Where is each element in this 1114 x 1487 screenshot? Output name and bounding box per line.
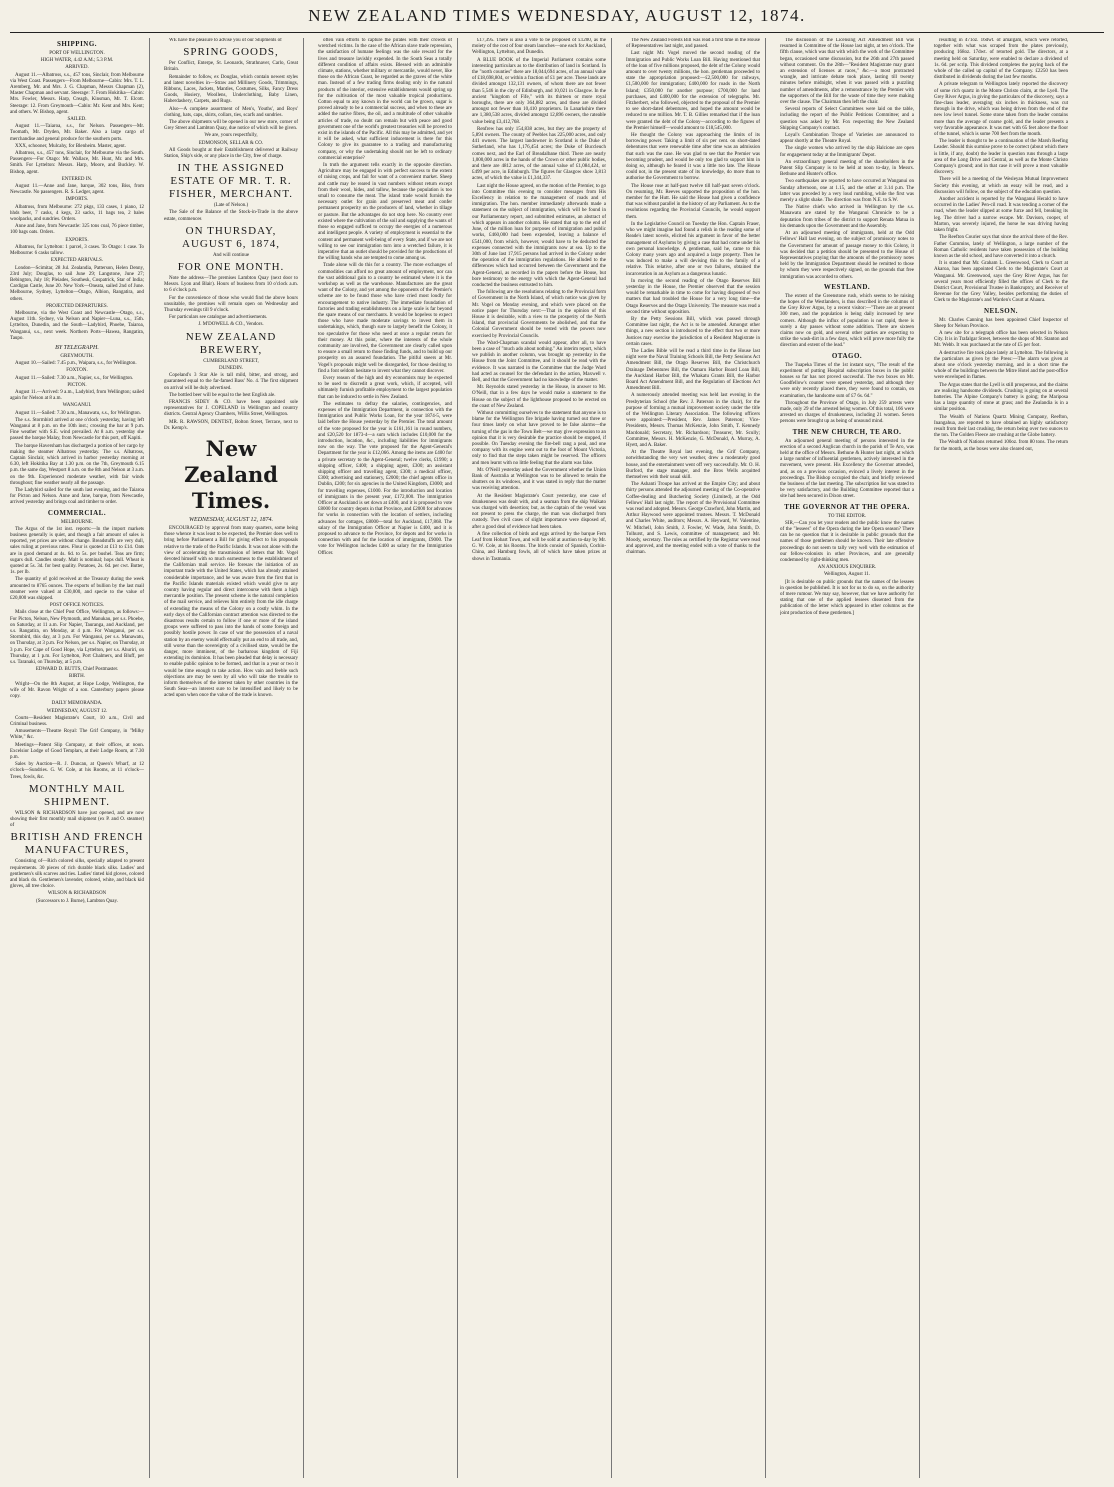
- paragraph: A fine collection of birds and eggs arrived by the barque Fern Leaf from Hobart Town, and will be sold at auction to-day by Mr. G. W. Cole, at his Rooms. The birds consist of Spanish, Cochin-China, and Hamburg fowls, all of which have taken prizes at shows in Tasmania.: [472, 531, 606, 562]
- paragraph: Courts—Resident Magistrate's Court, 10 a.m., Civil and Criminal business.: [10, 715, 144, 727]
- centered-line: PICTON.: [67, 382, 87, 388]
- paragraph: An extraordinary general meeting of the shareholders in the Patent Slip Company is to be held at noon to-day, in Messrs. Bethune and Hunter's office.: [780, 159, 914, 178]
- paragraph: August 11.—Taiaroa, s.s., for Nelson. Passengers—Mr. Toomath, Mr. Dryden, Mr. Baker. Also a large cargo of merchandise and general produce for the southern ports.: [10, 124, 144, 142]
- paragraph: The Ashanti Troupe has arrived at the Empire City; and about thirty persons attended the adjourned meeting of the Co-operative Coffee-dealing and Butchering Society (Limited), at the Odd Fellows' Hall last night. The report of the Provisional Committee was read and adopted. Messrs. George Crawford, John Martin, and Arthur Haywood were appointed trustees. Messrs. T. McDonald and Charles White, auditors; Messrs. A. Heyward, W. Valentine, W. Mitchell, John Smith, J. Fowler, W. Wade, John Smith, D. Tolhurst, and S. Lewis, committee of management; and Mr. Moody, secretary. The rules as certified by the Registrar were read and approved, and the meeting ended with a vote of thanks to the chairman.: [626, 482, 760, 556]
- paragraph: In truth the argument tells exactly in the opposite direction. Agriculture may be engaged in with perfect success to the extent of raising crops, and fail for want of a convenient market. Sheep and cattle may be reared in vast numbers without return except from their wool, hides, and tallow, because the population is too small to consume the meat. The island trade would furnish the necessary outlet for grain and preserved meat and confer permanent prosperity on the producers of land, whether in tillage or pasture. But the advantages do not stop here. No country ever existed where the cultivation of the soil and supplying the wants of those so engaged sufficed to occupy the energies of a numerous and intelligent people. A variety of employment is essential to the content and permanent well-being of every State, and if we are not willing to see our immigration turn into a wretched failure, it is imperative that an outlet should be provided for the productions of the willing hands who are tempted to come among us.: [318, 163, 452, 262]
- paragraph: August 11.—Anne and Jane, barque, 302 tons, Biss, from Newcastle. No passengers. R. S. Ledger, agent.: [10, 184, 144, 196]
- column-2: [164, 38, 298, 1478]
- paragraph: The following are the resolutions relating to the Provincial form of Government in the North Island, of which notice was given by Mr. Vogel on Monday evening, and which were placed on the notice paper for Thursday next:—That in the opinion of this House it is desirable, with a view to the prosperity of the North Island, that provincial Governments be abolished, and that the Colonial Government should be vested with the powers now exercised by Provincial Councils.: [472, 290, 606, 339]
- paragraph: The extent of the Greenstone rush, which seems to be raising the hopes of the Westlanders, is thus described in the columns of the Grey River Argus, by a recent visitor:—"There are at present 300 men, and the population is being daily increased by new comers. Although the influx of population is not rapid, there is surely a day passes without some addition. There are sixteen claims now on gold, and several other parties are expecting to strike the wash-dirt in a few days, which will prove more fully the direction and extent of the lead.": [780, 293, 914, 349]
- paragraph: A destructive fire took place lately at Lyttelton. The following is the particulars as given by the Press:—The alarm was given at about one o'clock yesterday morning, and in a short time the whole of the buildings between the Mitre Hotel and the post-office were enveloped in flames.: [934, 350, 1068, 381]
- paragraph: Last night the House agreed, on the motion of the Premier, to go into Committee this evening to consider messages from His Excellency in relation to the management of roads and of immigration. The hon. member immediately afterwards made a statement on the subject of immigration, which will be found in our Parliamentary report, and submitted estimates, an abstract of which appears in another column. He stated that up to the end of June, of the million loan for purposes of immigration and public works, £460,000 had been expended, leaving a balance of £541,000, from which, however, would have to be deducted the expenses connected with the immigrants now at sea. Up to the 30th of June last 17,915 persons had arrived in the Colony under the operation of the immigration regulations. He alluded to the differences which had occurred between the Government and the Agent-General, as recorded in the papers before the House, but bore testimony to the energy with which the Agent-General had conducted the business entrusted to him.: [472, 183, 606, 288]
- paragraph: Mr. Reynolds stated yesterday in the House, in answer to Mr. O'Neill, that in a few days he would make a statement to the House on the subject of the lighthouse proposed to be erected on the coast of New Zealand.: [472, 385, 606, 409]
- paragraph: For particulars see catalogue and advertisements.: [169, 315, 268, 321]
- centered-line: POST OFFICE NOTICES.: [49, 603, 105, 609]
- paragraph: Without committing ourselves to the statement that anyone is to blame for the Wellington fire brigade having turned out three or four times lately on what have proved to be false alarms—the turning of the gas in the Town Belt—we may give expression to an opinion that it is very desirable the practice should be stopped, if possible. On Tuesday evening the fire-bell rang a peal, and one company with its engine went out to the foot of Mount Victoria, only to find that the steps taken might be reserved. The officers and men learnt with no little feeling that the alarm was false.: [472, 410, 606, 466]
- centered-line: ENTERED IN.: [61, 176, 93, 182]
- centered-line: BIRTH.: [69, 674, 85, 680]
- section-heading: WESTLAND.: [823, 282, 871, 291]
- paragraph: Albatross, for Lyttelton: 1 parcel, 3 cases. To Otago: 1 case. To Melbourne: 6 casks tallow.: [10, 244, 144, 257]
- paragraph: At the Resident Magistrate's Court yesterday, one case of drunkenness was dealt with, and a seaman from the ship Waikato was charged with desertion; but, as the captain of the vessel was not present to press the charge, the man was discharged from custody. Two civil cases of slight importance were disposed of, after a good deal of evidence had been taken.: [472, 493, 606, 530]
- paragraph: Meetings—Patent Slip Company, at their offices, at noon. Excelsior Lodge of Good Templars, at their Lodge Room, at 7.30 p.m.: [10, 742, 144, 760]
- paragraph: The discussion of the Licensing Act Amendment Bill was resumed in Committee of the House last night, at ten o'clock. The fifth clause, which was that with which the work of the Committee began, occasioned some discussion, but the 26th and 27th passed without comment. On the 28th—"Resident Magistrate may grant an extension of licenses at races," &c.—a most protracted wrangle, and intricate debate took place, lasting till twenty minutes before midnight, when it was passed with a puzzling number of amendments, after a remonstrance by the Premier with the supporters of the Bill for the waste of time they were making over the clause. The Chairman then left the chair.: [780, 38, 914, 106]
- paragraph: resulting in 471oz. 16dwt. of amalgam, which were retorted, together with what was scraped from the plates previously, producing 168oz. 17dwt. of retorted gold. The directors, at a meeting held on Saturday, were enabled to declare a dividend of 1s. 6d. per scrip. This dividend completes the paying back of the whole of the called up capital of the Company. £2250 has been distributed in dividends during the last few months.: [934, 38, 1068, 81]
- column-5: [626, 38, 760, 1478]
- paragraph: August 11.—Sailed: 7.30 a.m., Manawatu, s.s., for Wellington.: [15, 410, 141, 416]
- paragraph: August 10.—Sailed: 7.45 p.m., Waipara, s.s., for Wellington.: [15, 361, 137, 367]
- centered-line: CUMBERLAND STREET,: [203, 358, 259, 364]
- paragraph: It is stated that Mr. Graham L. Greenwood, Clerk to Court at Akaroa, has been appointed Clerk to the Magistrate's Court at Wanganui. Mr. Greenwood, says the Grey River Argus, has for several years most efficiently filled the offices of Clerk to the District Court, Provisional Trustee in Bankruptcy, and Receiver of Revenue for the Grey Valley, besides performing the duties of Clerk to the Magistrate's and Warden's Court at Ahaura.: [934, 261, 1068, 304]
- paragraph: The Wealth of Nations returned 100oz. from 80 tons. The return for the month, as the boxes were also cleared out,: [934, 440, 1068, 452]
- column-divider: [303, 38, 304, 1478]
- section-heading: SHIPPING.: [56, 40, 98, 48]
- centered-line: IMPORTS.: [65, 197, 89, 203]
- column-4: [472, 38, 606, 1478]
- paragraph: The barque Haversham has discharged a portion of her cargo by making the steamer Albatross yesterday. The s.s. Albatross, Captain Sinclair, which arrived in harbor yesterday morning at 6.30, left Hokitika Bay at 1.30 p.m. on the 7th, Greymouth 6.15 p.m. the same day, Westport 8 a.m. on the 8th and Nelson at 3 a.m. on the 9th. Experienced moderate weather, with fair winds throughout; fine weather nearly all the passage.: [10, 443, 144, 486]
- paragraph: Melbourne, via the West Coast and Newcastle—Otago, s.s., August 11th. Sydney, via Nelson and Napier—Luna, s.s., 15th. Lyttelton, Dunedin, and the South—Ladybird, Phoebe, Taiaroa, Wanganui, s.s., next week. Northern Ports—Hawea, Rangatira, Taupo.: [10, 310, 144, 341]
- column-divider: [919, 38, 920, 1478]
- paragraph: August 11.—Albatross, s.s., 457 tons, Sinclair, from Melbourne via West Coast. Passengers—From Melbourne—Cabin: Mrs. T. L. Aremberg, Mr. and Mrs. J. G. Chapman, Messrs Chapman (2), Master Chapman and servant. Steerage: 7. From Hokitika—Cabin: Mrs. Fowler, Messrs. Harp, Creagh, Kinsman, Mr. T. Elcott. Steerage: 12. From Greymouth—Cabin: Mr. Kent and Mrs. Kent; and others. W. Bishop, agent.: [10, 72, 144, 115]
- section-heading: NELSON.: [983, 306, 1019, 315]
- centered-line: PORT OF WELLINGTON.: [49, 51, 105, 56]
- centered-line: EXPECTED ARRIVALS.: [50, 258, 104, 264]
- paragraph: The Reefton Courier says that since the arrival there of the Rev. Father Cummins, lately of Wellington, a large number of the Roman Catholic residents have taken possession of the building known as the old school, and have converted it into a church.: [934, 235, 1068, 259]
- paragraph: For the convenience of those who would find the above hours unsuitable, the premises will remain open on Wednesday and Thursday evenings till 9 o'clock.: [164, 295, 298, 314]
- paragraph: Albatross, from Melbourne: 272 pkgs, 133 cases, 1 piano, 12 hhds beer, 7 casks, 4 kegs, 23 sacks, 11 bags tea, 2 bales woolpacks, and sundries. Orders.: [10, 204, 144, 223]
- paragraph: Also—A complete assortment of Men's, Youths', and Boys' clothing, hats, caps, shirts, collars, ties, scarfs and sundries.: [164, 106, 298, 118]
- column-divider: [765, 38, 766, 1478]
- column-divider: [611, 38, 612, 1478]
- paragraph: The bottled beer will be equal to the best English ale.: [169, 392, 276, 398]
- paragraph: In the Legislative Council on Tuesday the Hon. Captain Fraser, who we might imagine had found a relish in the reading some of Reade's latest novels, elicited his argument in favor of the better management of Asylums by giving a case that had come under his own personal knowledge. A gentleman, said he, came to this Colony many years ago and acquired a large property. Then he was induced to make a will devising this to the family of a relative. This relative, after one or two failures, obtained the incarceration in an Asylum as a dangerous lunatic.: [626, 221, 760, 277]
- paragraph: Consisting of—Rich colored silks, specially adapted to present requirements. 30 pieces of rich durable black silks. Ladies' and gentlemen's silk scarves and ties. Ladies' tinted kid gloves, colored and black do. Gentlemen's lavender, colored, white, and black kid gloves, all tree choice.: [10, 859, 144, 890]
- paragraph: The Ladies Bible will be read a third time in the House last night were the Naval Training Schools Bill, the Petty Sessions Act Amendment Bill, the Otago Reserves Bill, the Christchurch Drainage Debentures Bill, the Oamaru Harbor Board Loan Bill, the Auckland Harbor Bill, the Whakatu Grants Bill, the Harbor Board Act Amendment Bill, and the Regulation of Elections Act Amendment Bill.: [626, 348, 760, 392]
- newspaper-title: New Zealand Times.: [184, 435, 278, 513]
- paragraph: Per Conflict, Enterpe, St. Leonards, Strathnaver, Carlo, Great Britain.: [164, 61, 298, 73]
- paragraph: often vain efforts to capture the pirates with their crowds of wretched victims. In the case of the African slave trade repression, the satisfaction of humane feelings was the sole reward for the lives and treasure lavishly expended. In the South Seas a totally different condition of affairs exists. Blessed with an admirable climate, stations, whether military or mercantile, would never, like those on the African Coast, be regarded as the graves of the white man. Instead of a few trading firms dealing only in the natural products of the interior, extensive establishments would spring up for the cultivation of the most valuable tropical productions. Cotton equal to any known in the world can be grown, sugar is proved already to be a commercial success, and when to these are added the native fibres, the oil, and a multitude of other valuable articles of trade, no doubt can remain but with peace and good government one of the world's greatest treasuries will be proved to exist in the islands of the Pacific. All this may be admitted, and yet it will be asked, what sufficient inducement is there for this Colony to give its guarantee to a trading and manufacturing company, or why the undertaking should not be left to ordinary commercial enterprise?: [318, 38, 452, 161]
- column-1: [10, 38, 144, 1478]
- paragraph: In moving the second reading of the Otago Reserves Bill yesterday in the House, the Premier observed that the session would be remarkable in time to come for having disposed of two matters that had troubled the House for a very long time—the Otago Reserves and the Otago University. The measure was read a second time without opposition.: [626, 278, 760, 315]
- paragraph: The House rose at half-past twelve till half-past seven o'clock. On resuming, Mr. Reeves supported the proposition of the hon. member for the Hutt. He said the House had given a confidence that was without parallel in the history of any Parliament. As to the resolutions regarding the Provincial Councils, he would support them.: [626, 183, 760, 220]
- paragraph: The Native chiefs who arrived in Wellington by the s.s. Manawatu are stated by the Wanganui Chronicle to be a deputation from tribes of the district to support Renata Matua in his demands upon the Government and the Assembly.: [780, 205, 914, 229]
- paragraph: The Ward-Chapman scandal would appear, after all, to have been a case of "much ado about nothing." An interim report, which we publish in another column, was brought up yesterday in the House from the Joint Committee, and it should be read with the evidence. It was narrated in the Committee that the Judge Ward had acted as counsel for the defendant in the action, Maxwell v. Bell, and that the Government had no knowledge of the matter.: [472, 340, 606, 383]
- paragraph: Throughout the Province of Otago, in July 259 arrests were made, only 29 of the arrested being women. Of this total, 166 were arrested on charges of drunkenness, including 21 women. Seven persons were brought up as being of unsound mind.: [780, 400, 914, 425]
- paragraph: August 11.—Arrived: 9 a.m., Ladybird, from Wellington; sailed again for Nelson at 8 a.m.: [10, 389, 144, 402]
- centered-line: DAILY MEMORANDA.: [51, 701, 103, 707]
- centered-line: AN ANXIOUS ENQUIRER.: [817, 565, 877, 571]
- paragraph: By the Petty Sessions Bill, which was passed through Committee last night, the Act is to be amended. Amongst other things, a new section is introduced to the effect that two or more Justices may exercise the jurisdiction of a Resident Magistrate in certain cases.: [626, 316, 760, 347]
- section-heading: OTAGO.: [831, 351, 863, 360]
- paragraph: [It is desirable on public grounds that the names of the lessees in question be published. It is not for us to do so, on the authority of mere rumour. We may say, however, that we have authority for stating that one of the applied lessees dissented from the publication of the letter which appeared in other columns as the joint production of these gentlemen.]: [780, 579, 914, 616]
- paragraph: MR. R. RAWSON, DENTIST, Bolton Street, Terrace, next to Dr. Kemp's.: [164, 419, 298, 431]
- paragraph: The Argus states that the Lyell is still prosperous, and the claims are realising handsome dividends. Crushing is going on at several batteries. The Alpine Company's battery is going; the Mariposa has a large quantity of stone at grass; and the Zealandia is in a similar position.: [934, 382, 1068, 413]
- display-line: NEW ZEALAND BREWERY,: [185, 330, 277, 356]
- section-heading: THE NEW CHURCH, TE ARO.: [792, 427, 902, 436]
- paragraph: Another accident is reported by the Wanganui Herald to have occurred in the Ladies' Pen-cil road. It was tending a corner of the road, when the leader slipped at some furze and fell, breaking its leg. The driver had a narrow escape. Mr. Davison, cooper, of Marton, was severely injured, the horse he was driving having taken fright.: [934, 197, 1068, 234]
- centered-line: PROJECTED DEPARTURES.: [46, 303, 108, 309]
- masthead-rule: [10, 32, 1104, 33]
- paragraph: All Goods bought at their Establishment delivered at Railway Station, Ship's side, or any place in the City, free of charge.: [164, 147, 298, 160]
- column-3: [318, 38, 452, 1478]
- paragraph: The estimates to defray the salaries, contingencies, and expenses of the Immigration Department, in connection with the Immigration and Public Works Loan, for the year 1874-5, were laid before the House yesterday by the Premier. The total amount of the vote proposed for the year is £161,161 in round numbers, and £20,520 for 1873-4—a sum which includes £10,000 for the introduction, location, &c., including liabilities for immigrants now on the way. The vote proposed for the Agent-General's Department for the year is £12,066. Among the items are £400 for a private secretary to the Agent-General; twelve clerks, £1990; a shipping officer, £400; a shipping agent, £300; an assistant shipping officer and travelling agent, £300; a medical officer, £300; advertising and stationery, £2000; the chief agents office in Dublin, £200; for six agencies in the United Kingdom, £3000; and for travelling expenses, £1000. For the introduction and location of immigrants in the present year, £172,000. The immigration Officer at Auckland is set down at £400, and it is proposed to vote £8000 for country depots in that Province, and £2000 for advances for works in connection with the location of settlers, including advances for cottages, £8000—total for Auckland, £17,868. The salary of the Immigration Officer at Napier is £400, and it is proposed to advance to the Province, for depots and for works in connection with and for the location of immigrants, £9000. The vote for Wellington includes £400 as salary for the Immigration Officer.: [318, 401, 452, 556]
- paragraph: A new site for a telegraph office has been selected in Nelson City. It is in Trafalgar Street, between the shops of Mr. Stanton and Mr. Webb. It was purchased at the rate of £5 per foot.: [934, 330, 1068, 349]
- paragraph: Amusements—Theatre Royal: The Grif Company, in "Milky White," &c.: [10, 729, 144, 741]
- centered-line: DUNEDIN.: [218, 365, 244, 371]
- subheading: BY TELEGRAPH.: [55, 344, 99, 351]
- column-divider: [149, 38, 150, 1478]
- centered-line: MELBOURNE.: [60, 519, 94, 525]
- paragraph: The single women who arrived by the ship Halcione are open for engagement today at the Immigrants' Depot.: [780, 146, 914, 158]
- paragraph: WE have the pleasure to advise you of our Shipments of: [169, 38, 282, 43]
- paragraph: Two earthquakes are reported to have occurred at Wanganui on Sunday afternoon, one at 1.15, and the other at 3.14 p.m. The latter was preceded by a very loud rumbling, while the first was merely a slight shake. The direction was from N.E. to S.W.: [780, 179, 914, 204]
- paragraph: The Tuapeka Times of the 1st instant says, "The result of the experiment of putting Hospital subscription boxes in the public houses so far has not proved successful. The two boxes on Mr. Goodfellow's counter were opened yesterday, and although they were only recently placed there, they were found to contain, on examination, the handsome sum of £7 6s. 6d.": [780, 362, 914, 399]
- centered-line: EDMONSON, SELLAR & CO.: [198, 140, 264, 146]
- paragraph: Copeland's 3 Star Ale is tall mild, bitter, and strong, and guaranteed equal to the far-famed Bass' No. 4. The first shipment on arrival will be duly advertised.: [164, 373, 298, 391]
- centered-line: SAILED.: [67, 117, 87, 123]
- paragraph: Mr. Charles Canning has been appointed Chief Inspector of Sheep for Nelson Province.: [934, 317, 1068, 329]
- paragraph: Albatross, s.s., 457 tons, Sinclair, for Melbourne via the South. Passengers—For Otago: Mr. Wallace, Mr. Hunt, Mr. and Mrs. Smith. For Lyttelton: Messrs. Harp, Moore, and Buckley. W. Bishop, agent.: [10, 151, 144, 175]
- paragraph: Trade alone will do this for a country. The more exchanges of commodities can afford no great amount of employment, nor can the vast additional gain to a country be estimated where it is the workshop as well as the warehouse. Manufactures are the great want of the Colony, and yet among the opponents of the Premier's scheme are to be found those who have cried most loudly for encouragement to native industry. The immediate foundation of factories and trading establishments on a large scale is far beyond the spare means of our merchants. It would be hopeless to expect those who have made moderate savings to invest them in undertakings, which, though sure to largely benefit the Colony, it too speculative for those who need at once a regular return for their money. At this point, where the interests of the whole community are involved, the Government are clearly called upon to ensure a small return to those finding funds, and to build up our prosperity on an assured foundation. The pitiful sneers at Mr. Vogel's proposals might well be disregarded, for those desiring to find a font seldom hesitate to invent what they cannot discover.: [318, 263, 452, 374]
- paragraph: The s.s. Stormbird arrived at one o'clock yesterday, having left Wanganui at 8 p.m. on the 10th inst.; crossing the bar at 9 p.m. Fine weather with S.E. wind prevailed. At 8 a.m. yesterday she passed the barque Malay, from Newcastle for this port, off Kapiti.: [10, 417, 144, 442]
- centered-line: (Late of Nelson.): [213, 203, 249, 209]
- paragraph: ENCOURAGED by approval from many quarters, some being those whence it was least to be expected, the Premier does well to bring before Parliament a Bill for giving effect to his proposals relative to the trade of the Pacific Islands. It was not alone with the view of accelerating the transmission of letters that Mr. Vogel devoted himself with so much earnestness to the establishment of the Californian mail service. He foresaw the initiation of an important trade with the United States, which has already attained considerable importance, and he was aware from the first that in the Pacific Islands materials existed which would give to any country having regular and direct intercourse with them a high mercantile position. The present scheme is the natural completion of the mail service, and relieves him entirely from the idle charge of extending the means of the Colony on a costly whim. In the early days of the Californian contract attention was directed to the disastrous results certain to follow if one or more of the island groups were suffered to pass into the hands of some foreign and possibly hostile power. In case of war the possession of a naval station by an enemy would effectually put an end to all trade, and, still worse than the sovereignty of a civilised state, would be the danger, more imminent, of the barbarous kingdom of Fiji extending its dominion. It has been pleaded that delay is necessary to enable public opinion to be formed, and that in a year or two it would be time enough to take action. How vain and feeble such objections are may be seen by all who will take the trouble to inform themselves of the interest taken by other countries in the South Seas—an interest sure to be intensified and likely to be acted upon when once the value of the trade is known.: [164, 525, 298, 699]
- paragraph: FRANCIS SIDEY & CO. have been appointed sole representatives for J. COPELAND in Wellington and country districts. Central Agency Chambers, Willis Street, Wellington.: [164, 399, 298, 418]
- centered-line: EDWARD D. BUTTS, Chief Postmaster.: [35, 667, 119, 673]
- paragraph: Note the address—The premises Lambton Quay (next door to Messrs. Lyon and Blair). Hours of business from 10 o'clock a.m. to 6 o'clock p.m.: [164, 276, 298, 294]
- centered-line: TO THE EDITOR.: [827, 513, 867, 519]
- paragraph: The Sale of the Balance of the Stock-in-Trade in the above estate, commences: [164, 210, 298, 222]
- centered-line: And will continue: [212, 252, 250, 258]
- paragraph: SIR,—Can you let your readers and the public know the names of the "lessees" of the Opera during the late Opera season? There can be no question that it is desirable in public grounds that the names of those gentlemen should be known. Their late offensive proceedings do not seem to tally very well with the estimation of our fellow-colonists in other Provinces, and are generally condemned by right-thinking men.: [780, 520, 914, 564]
- paragraph: The leader is thought to be a continuation of the Marsh Reefing Leader. Should this surmise prove to be correct (about which there is little, if any, doubt) the leader in question runs through a large area of the Long Drive and Central, as well as the Monte Christo Company's ground; and in that case it will prove a most valuable discovery.: [934, 139, 1068, 176]
- column-6: [780, 38, 914, 1478]
- centered-line: WILSON & RICHARDSON: [47, 891, 107, 897]
- paragraph: There will be a meeting of the Wesleyan Mutual Improvement Society this evening, at which an essay will be read, and a discussion will follow, on the subject of the education question.: [934, 177, 1068, 195]
- paragraph: Several reports of Select Committees were laid on the table, including the report of the Public Petitions Committee; and a question was asked by Mr. Fox respecting the New Zealand Shipping Company's contract.: [780, 107, 914, 131]
- centered-line: ARRIVED.: [65, 65, 89, 71]
- paragraph: A numerously attended meeting was held last evening in the Presbyterian School (the Rev. J. Paterson in the chair), for the purpose of forming a mutual improvement society under the title of the Wellington Literary Association. The following officers were appointed:—President, Rev. James Paterson; Vice-Presidents, Messrs. Thomas McKenzie, John Smith, T. Kennedy Macdonald; Secretary, Mr. Richardson; Treasurer, Mr. Scully; Committee, Messrs. H. McKenzie, G. McDonald, A. Murray, A. Hyett, and A. Baker.: [626, 393, 760, 448]
- paragraph: The above shipments will be opened in our new store, corner of Grey Street and Lambton Quay, due notice of which will be given.: [164, 120, 298, 132]
- paragraph: The quantity of gold received at the Treasury during the week amounted to 8765 ounces. The exports of bullion by the last mail steamer were valued at £30,000, and specie to the value of £20,000 was shipped.: [10, 577, 144, 602]
- paragraph: The Argus of the 1st inst. reports:—In the import markets business generally is quiet, and though a fair amount of sales is reported, yet prices are without change. Breadstuffs are very dull, sales ruling at previous rates. Flour is quoted at £13 to £14. Oats are in good demand at 4s. 6d. to 5s. per bushel. Teas are firm; sugars dull. Candles steady. Malt is nominal; hops dull. Wheat is quoted at 5s. 3d. for best quality. Potatoes, 2s. 6d. per cwt. Butter, 1s. per lb.: [10, 526, 144, 576]
- masthead: NEW ZEALAND TIMES WEDNESDAY, AUGUST 12, 1874.: [308, 6, 806, 25]
- paragraph: Last night Mr. Vogel moved the second reading of the Immigration and Public Works Loan Bill. Having mentioned that of the loan of five millions proposed, the debt of the Colony would amount to over twenty millions, the hon. gentleman proceeded to state the appropriation proposed:—£2,500,000 for railways, £1,500,000 for immigration; £400,000 for roads in the North Island; £350,000 for another purpose; £700,000 for land purchases, and £400,000 for the extension of telegraphs. Mr. Fitzherbert, who followed, objected to the proposal of the Premier to see short-dated debentures, and hoped the amount would be reduced to one million. Mr. T. B. Gillies remarked that if the loan were granted the debt of the Colony—according to the figures of the Premier himself—would amount to £18,545,000.: [626, 51, 760, 131]
- centered-line: GREYMOUTH.: [60, 353, 94, 359]
- centered-line: FOXTON.: [66, 368, 88, 374]
- paragraph: He thought the Colony was approaching the limits of its borrowing power. Taking a limit of six per cent. on short-dated debentures that were renewable time after time was an admission that such was the case. He was glad to see that the Premier was becoming prudent, and would be only too glad to support him in doing so, although he feared it was a little too late. The House could not, in the present state of its knowledge, do more than to authorise the Government to borrow.: [626, 133, 760, 182]
- paragraph: August 11.—Sailed: 7.30 a.m., Napier, s.s., for Wellington.: [15, 375, 134, 381]
- paragraph: WILSON & RICHARDSON have just opened, and are now showing their first monthly mail shipment (ex P. and O. steamer) of: [10, 810, 144, 829]
- paragraph: At an adjourned meeting of immigrants, held at the Odd Fellows' Hall last evening, on the subject of promissory notes to the Government for amount of passage money to this Colony, it was decided that a petition should be presented to the House of Representatives praying that the amounts of the promissory notes held by the Immigration Department should be remitted to those by whom they were respectively signed, on the grounds that free immigration was accorded to others.: [780, 231, 914, 280]
- paragraph: Wright—On the 8th August, at Hope Lodge, Wellington, the wife of Mr. Ravon Wright of a son. Canterbury papers please copy.: [10, 681, 144, 700]
- paragraph: The Ladybird sailed for the south last evening, and the Taiaroa for Picton and Nelson. Anne and Jane, barque, from Newcastle, arrived yesterday and brings coal and timber to order.: [10, 488, 144, 506]
- paragraph: Renfrew has only 154,838 acres, but they are the property of 5,894 owners. The county of Peebles has 225,000 acres, and only 441 owners. The largest landowner in Scotland is the Duke of Sutherland, who has 1,176,454 acres; the Duke of Buccleuch comes next, and the Earl of Breadalbane third. There are nearly 1,000,000 acres in the hands of the Crown or other public bodies, and there are 4812 acres, of the annual value of £1,084,424, or £499 per acre, in Edinburgh. The figures for Glasgow show 3,813 acres, of which the value is £1,344,337.: [472, 126, 606, 182]
- paragraph: Anne and Jane, from Newcastle: 325 tons coal, 76 piece timber, 100 bags oats. Orders.: [10, 224, 144, 236]
- centered-line: WEDNESDAY, AUGUST 12.: [46, 708, 108, 714]
- section-heading: THE GOVERNOR AT THE OPERA.: [784, 502, 910, 511]
- paragraph: Loyal's Combination Troupe of Varieties are announced to appear shortly at the Theatre Royal.: [780, 133, 914, 145]
- centered-line: Wellington, August 11.: [823, 572, 871, 578]
- paragraph: Remainder to follow, ex Douglas, which contain newest styles and latest novelties in—Straw and Millinery Goods, Trimmings, Ribbons, Laces, Jackets, Mantles, Costumes, Silks, Fancy Dress Goods, Hosiery, Woollens, Underclothing, Baby Linen, Haberdashery, Carpets, and Rugs.: [164, 74, 298, 105]
- paragraph: At the Theatre Royal last evening, the Grif Company, notwithstanding the very wet weather, drew a moderately good house, and the entertainment went off very successfully. Mr. O. H. Burford, the stage manager, and the Bros Wells acquitted themselves with their usual skill.: [626, 450, 760, 481]
- display-line: SPRING GOODS,: [183, 46, 279, 59]
- paragraph: London—Scimitar, 28 Jul. Zealandia, Patterson, Helen Denny, 23rd July; Douglas, to sail June 29; Langstone, June 27; Bebington, July 18; Pleiades, Southesk, Cospatrick, Star of India; Cardigan Castle, June 20. New York—Oneata, sailed 2nd of June. Melbourne, Sydney, Lyttelton—Otago, Albion, Rangatira, and others.: [10, 265, 144, 302]
- display-line: MONTHLY MAIL SHIPMENT.: [28, 782, 126, 808]
- section-heading: COMMERCIAL.: [47, 508, 107, 517]
- display-line: BRITISH AND FRENCH MANUFACTURES,: [10, 831, 144, 857]
- centered-line: We are, yours respectfully,: [204, 133, 258, 139]
- centered-line: WANGANUI.: [62, 403, 92, 409]
- paragraph: Mr. O'Neill yesterday asked the Government whether the Union Bank of Australia at Wellington was to be allowed to retain the shutters on its windows, and it was stated in reply that the matter was receiving attention.: [472, 467, 606, 492]
- paragraph: The New Zealand Forests Bill was read a first time in the House of Representatives last night, and passed.: [626, 38, 760, 50]
- paragraph: A private telegram to Wellington lately reported the discovery of some rich quartz in the Monte Christo claim, at the Lyell. The Grey River Argus, in giving the particulars of the discovery, says a fine-class leader, averaging six inches in thickness, was cut through in the drive, which was being driven from the end of the new low level tunnel. Some stone taken from the leader contains more than the average of coarse gold, and the leader presents a very favorable appearance. It was met with 65 feet above the floor of the tunnel, which is some 700 feet from the mouth.: [934, 82, 1068, 138]
- column-7: [934, 38, 1068, 1478]
- centered-line: HIGH WATER, 4.42 A.M.; 5.3 P.M.: [40, 58, 114, 64]
- paragraph: The Wealth of Nations Quartz Mining Company, Reefton, Inangahua, are reported to have obtained an highly satisfactory result from their last crushing, the return being over two ounces to the ton. The Golden Fleece are crushing at the Globe battery.: [934, 414, 1068, 439]
- paragraph: Every reason of the high and dry economists may be expected to be used to discredit a great work, which, if accepted, will ultimately furnish profitable employment to the largest population that can be induced to settle in New Zealand.: [318, 375, 452, 400]
- paragraph: Mails close at the Chief Post Office, Wellington, as follows:—For Picton, Nelson, New Plymouth, and Manukau, per s.s. Phoebe, on Saturday, at 11 a.m. For Napier, Tauranga, and Auckland, per s.s. Rangatira, on Monday, at 4 p.m. For Wanganui, per s.s. Stormbird, this day, at 3 p.m. For Wanganui, per s.s. Manawatu, on Thursday, at 3 p.m. For Nelson, per s.s. Napier, on Thursday, at 3 p.m. For Cape of Good Hope, via Lyttelton, per s.s. Ahuriri, on Thursday, at 1 p.m. For Lyttelton, Port Chalmers, and Bluff, per s.s. Taranaki, on Thursday, at 5 p.m.: [10, 610, 144, 666]
- paragraph: £17,395. There is also a vote to be proposed of £1200, as the moiety of the cost of four steam launches—one each for Auckland, Wellington, Lyttelton, and Dunedin.: [472, 38, 606, 56]
- centered-line: J. M'DOWELL & CO., Vendors.: [198, 322, 264, 328]
- paragraph: XXX, schooner, Mulcahy, for Blenheim. Master, agent.: [15, 143, 126, 149]
- centered-line: EXPORTS.: [65, 237, 89, 243]
- paragraph: A BLUE BOOK of the Imperial Parliament contains some interesting particulars as to the distribution of land in Scotland. In the "north counties" there are 18,044,694 acres, of an annual value of £18,698,804, or within a fraction of £1 per acre. These lands are divided amongst 132,131 owners, of whom there are not fewer than 5,546 in the city of Edinburgh, and 10,021 in Glasgow. In the ancient "kingdom of Fife," with its thirteen or more royal boroughs, there are only 364,882 acres, and these are divided amongst not fewer than 10,410 proprietors. In Lanarkshire there are 1,380,538 acres, divided amongst 12,896 owners, the rateable value being £3,412,768.: [472, 57, 606, 125]
- paragraph: An adjourned general meeting of persons interested in the erection of a second Anglican church in the parish of Te Aro, was held at the office of Messrs. Bethune & Hunter last night, at which a large number of influential gentlemen, actively interested in the movement, were present. His Excellency the Governor attended, and, as on a previous occasion, evinced a lively interest in the proceedings. The Bishop occupied the chair, and briefly reviewed the business of the last meeting. The subscription list was stated to be very satisfactory, and the Building Committee reported that a site had been secured in Dixon street.: [780, 438, 914, 500]
- display-line: ON THURSDAY, AUGUST 6, 1874,: [182, 224, 280, 250]
- display-line: FOR ONE MONTH.: [177, 261, 285, 274]
- display-line: IN THE ASSIGNED ESTATE OF MR. T. R. FISHER, MERCHANT.: [168, 162, 294, 201]
- column-divider: [457, 38, 458, 1478]
- centered-line: (Successors to J. Burne), Lambton Quay.: [36, 898, 118, 904]
- subheading: WEDNESDAY, AUGUST 12, 1874.: [189, 516, 273, 523]
- paragraph: Sales by Auction—R. J. Duncan, at Queen's Wharf, at 12 o'clock—Sundries. G. W. Cole, at his Rooms, at 11 o'clock—Trees, fowls, &c.: [10, 762, 144, 780]
